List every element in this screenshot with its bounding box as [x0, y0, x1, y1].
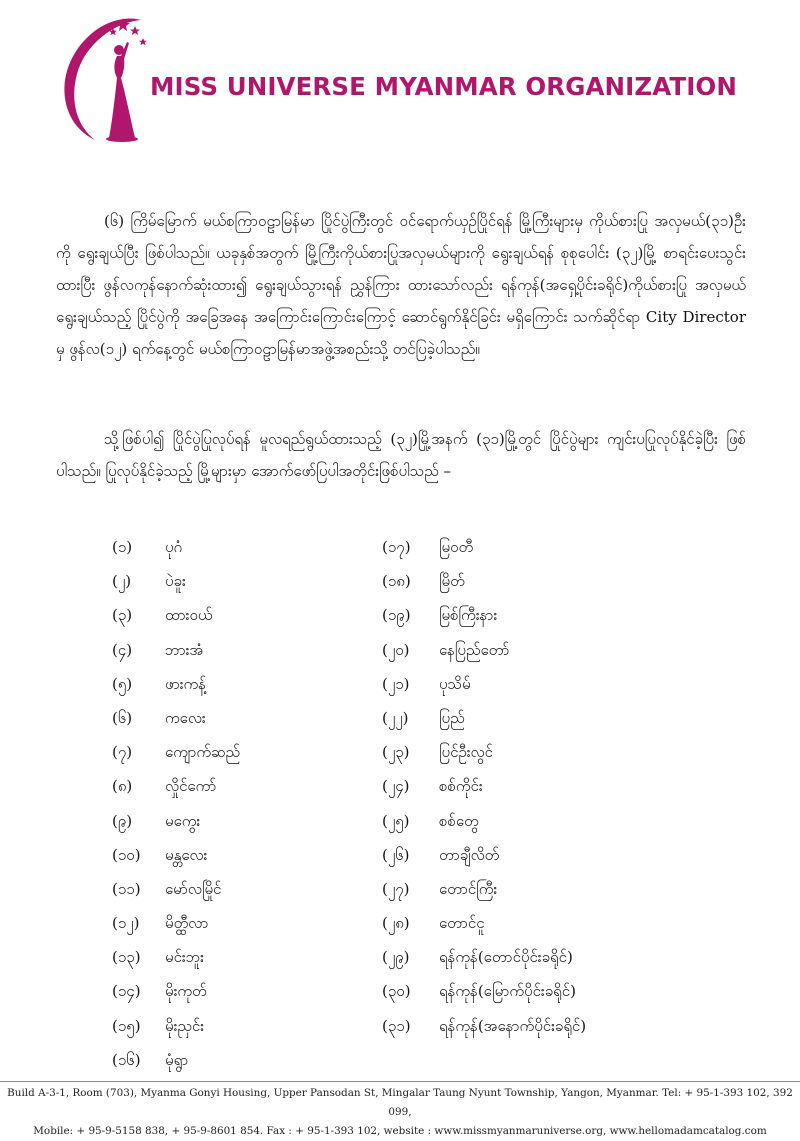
item-number: (၉) — [112, 811, 133, 830]
item-number: (၃၁) — [382, 1016, 411, 1035]
city-name: ရန်ကုန်(မြောက်ပိုင်းခရိုင်) — [439, 982, 576, 1001]
item-number: (၁၈) — [382, 572, 411, 591]
item-number: (၂၅) — [382, 811, 410, 830]
city-name: မိတ္ထီလာ — [165, 914, 209, 933]
item-number: (၁၅) — [112, 1016, 141, 1035]
paragraph-1-text: (၆) ကြိမ်မြောက် မယ်စကြာဝဠာမြန်မာ ပြိုင်ပွဲကြီးတွင် ဝင်ရောက်ယှဉ်ပြိုင်ရန် မြို့ကြီးများမှ ကိုယ်စားပြု အလှမယ်(၃၁)ဦးကို ရွေးချယ်ပြီး ဖြစ်ပါသည်။ ယခုနှစ်အတွက် မြို့ကြီးကိုယ်စားပြုအလှမယ်များကို ရွေးချယ်ရန် စုစုပေါင်း (၃၂)မြို့ စာရင်းပေးသွင်းထားပြီး ဖွန်လကုန်နောက်ဆုံးထား၍ ရွေးချယ်သွားရန် ညွှန်ကြား ထားသော်လည်း ရန်ကုန်(အရှေ့ပိုင်းခရိုင်)ကိုယ်စားပြု အလှမယ်ရွေးချယ်သည့် ပြိုင်ပွဲကို အခြေအနေ အကြောင်းကြောင်းကြောင့် ဆောင်ရွက်နိုင်ခြင်း မရှိကြောင်း သက်ဆိုင်ရာ City Director မှ ဖွန်လ(၁၂) ရက်နေ့တွင် မယ်စကြာဝဠာမြန်မာအဖွဲ့အစည်းသို့ တင်ပြခဲ့ပါသည်။ — [56, 212, 746, 358]
organization-name: MISS UNIVERSE MYANMAR ORGANIZATION — [150, 72, 737, 101]
footer-contact — [0, 1084, 800, 1141]
city-name: ကလေး — [165, 708, 206, 727]
item-number: (၈) — [112, 777, 133, 796]
item-number: (၂၁) — [382, 674, 410, 693]
item-number: (၁၀) — [112, 845, 141, 864]
city-name: စစ်တွေ — [439, 811, 479, 830]
item-number: (၂၂) — [382, 708, 409, 727]
city-name: ဘားအံ — [165, 640, 204, 659]
item-number: (၃) — [112, 606, 133, 625]
city-name: မိုးညှင်း — [165, 1016, 205, 1035]
item-number: (၁၂) — [112, 914, 140, 933]
city-name: မြိတ် — [439, 572, 465, 591]
item-number: (၆) — [112, 708, 133, 727]
city-name: လှိုင်ကော် — [165, 777, 217, 796]
item-number: (၅) — [112, 674, 133, 693]
city-name: ထားဝယ် — [165, 606, 213, 625]
city-name: မကွေး — [165, 811, 201, 830]
city-name: တာချီလိတ် — [439, 845, 500, 864]
city-name: မိုးကုတ် — [165, 982, 207, 1001]
city-name: မုံရွာ — [165, 1050, 189, 1069]
city-name: မော်လမြိုင် — [165, 879, 222, 898]
item-number: (၂) — [112, 572, 132, 591]
item-number: (၁၆) — [112, 1050, 141, 1069]
item-number: (၂၉) — [382, 948, 410, 967]
item-number: (၂၄) — [382, 777, 410, 796]
paragraph-1 — [56, 205, 746, 365]
city-name: ဖားကန့် — [165, 674, 206, 693]
city-name: စစ်ကိုင်း — [439, 777, 483, 796]
city-name: မြစ်ကြီးနား — [439, 606, 498, 625]
item-number: (၁၃) — [112, 948, 141, 967]
item-number: (၁၁) — [112, 879, 141, 898]
city-name: ပဲခူး — [165, 572, 186, 591]
item-number: (၂၆) — [382, 845, 410, 864]
city-name: ပုဂံ — [165, 538, 183, 556]
item-number: (၂၇) — [382, 879, 410, 898]
city-name: တောင်ငူ — [439, 914, 485, 933]
city-name: နေပြည်တော် — [439, 640, 510, 659]
item-number: (၃၀) — [382, 982, 411, 1001]
city-name: မင်းဘူး — [165, 948, 204, 967]
footer-contact-line: Mobile: + 95-9-5158 838, + 95-9-8601 854. Fax : + 95-1-393 102, website : www.missmyanmaruniverse.org, www.hellomadamcatalog.com — [33, 1125, 767, 1137]
city-name: ရန်ကုန်(တောင်ပိုင်းခရိုင်) — [439, 948, 573, 967]
city-name: ရန်ကုန်(အနောက်ပိုင်းခရိုင်) — [439, 1016, 587, 1035]
city-name: ပြင်ဦးလွင် — [439, 743, 493, 762]
item-number: (၁၄) — [112, 982, 141, 1001]
city-name: ပြည် — [439, 708, 465, 727]
item-number: (၂၈) — [382, 914, 410, 933]
item-number: (၇) — [112, 743, 133, 762]
item-number: (၁) — [112, 538, 133, 556]
item-number: (၄) — [112, 640, 133, 659]
city-name: မြဝတီ — [439, 538, 474, 556]
item-number: (၁၇) — [382, 538, 411, 556]
paragraph-2-text: သို့ဖြစ်ပါ၍ ပြိုင်ပွဲပြုလုပ်ရန် မူလရည်ရွယ်ထားသည့် (၃၂)မြို့အနက် (၃၁)မြို့တွင် ပြိုင်ပွဲများ ကျင်းပပြုလုပ်နိုင်ခဲ့ပြီး ဖြစ်ပါသည်။ ပြုလုပ်နိုင်ခဲ့သည့် မြို့များမှာ အောက်ဖော်ပြပါအတိုင်းဖြစ်ပါသည် – — [56, 430, 746, 480]
footer-address-line: Build A-3-1, Room (703), Myanma Gonyi Housing, Upper Pansodan St, Mingalar Taung Nyunt Township, Yangon, Myanmar. Tel: + 95-1-393 102, 392 099, — [7, 1087, 793, 1118]
city-name: ကျောက်ဆည် — [165, 743, 241, 762]
item-number: (၂၃) — [382, 743, 410, 762]
paragraph-2 — [56, 423, 746, 487]
city-name: ပုသိမ် — [439, 674, 471, 693]
city-name: တောင်ကြီး — [439, 879, 498, 898]
item-number: (၁၉) — [382, 606, 411, 625]
item-number: (၂၀) — [382, 640, 410, 659]
footer-divider — [0, 1081, 800, 1082]
city-name: မန္တလေး — [165, 845, 208, 864]
letterhead — [0, 0, 800, 150]
